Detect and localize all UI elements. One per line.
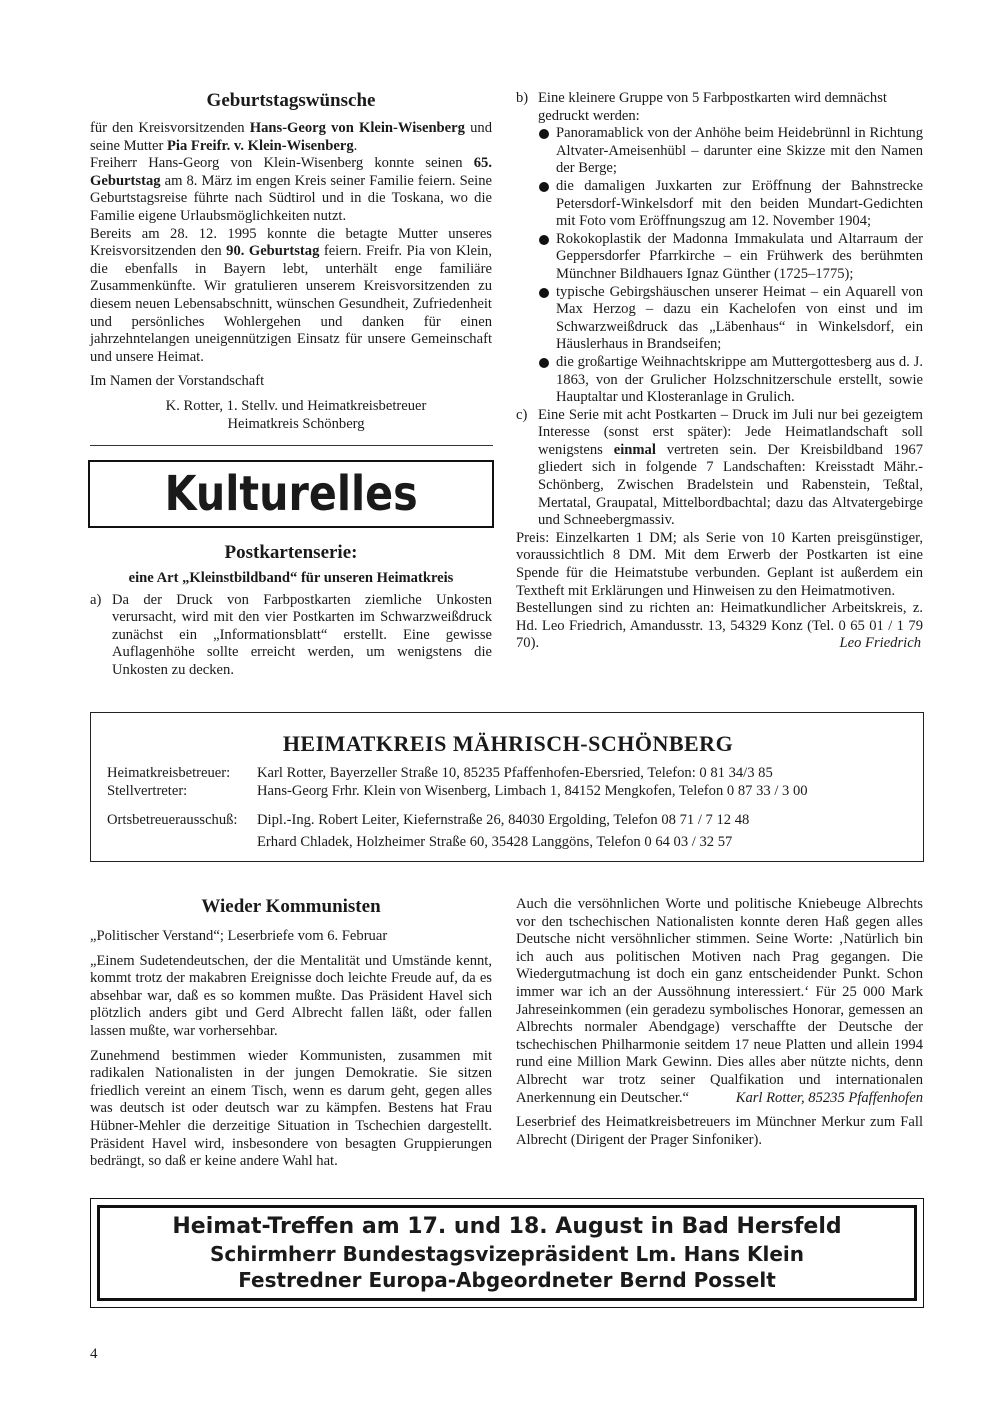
kulturelles-heading: Kulturelles (164, 466, 418, 522)
event-box (97, 1205, 917, 1301)
contact-role: Stellvertreter: (107, 782, 188, 799)
bullet-icon (539, 288, 549, 298)
bullet-icon (539, 182, 549, 192)
contact-details: Erhard Chladek, Holzheimer Straße 60, 35428 Langgöns, Telefon 0 64 03 / 32 57 (257, 833, 733, 850)
postcard-subtitle: eine Art „Kleinstbildband“ für unseren Heimatkreis (128, 570, 454, 586)
postcard-item-b (516, 90, 923, 407)
kommunisten-signature: Karl Rotter, 85235 Pfaffenhofen (735, 1089, 923, 1106)
contact-details: Hans-Georg Frhr. Klein von Wisenberg, Limbach 1, 84152 Mengkofen, Telefon 0 87 33 / 3 00 (257, 782, 808, 799)
contact-row (107, 834, 909, 852)
birthday-paragraph-2: Freiherr Hans-Georg von Klein-Wisenberg konnte seinen 65. Geburtstag am 8. März im engen Kreis seiner Familie feiern. Seine Geburtstagsreise führte nach Südtirol und in die Toskana, wo die Familie eigene Urlaubsmöglichkeiten nutzt. (90, 155, 492, 224)
kommunisten-article-left (90, 896, 492, 1171)
postcard-item-b-text: Eine kleinere Gruppe von 5 Farbpostkarten wird demnächst gedruckt werden: (538, 90, 887, 124)
kommunisten-paragraph-2: Zunehmend bestimmen wieder Kommunisten, zusammen mit radikalen Nationalisten in der jungen Demokratie. Sie sitzen friedlich vereint an einem Tisch, wenn es darum geht, gegen alles was deutsch ist oder deutsch war zu kämpfen. Bestens hat Frau Hübner-Mehler die derzeitige Situation in Tschechien dargestellt. Präsident Havel wird, insbesondere von besagten Gruppierungen bedrängt, so daß er keine andere Wahl hat. (90, 1047, 492, 1170)
kommunisten-paragraph-3: Auch die versöhnlichen Worte und politische Kniebeuge Albrechts vor den tschechischen Nationalisten konnte deren Haß gegen alles Deutsche nicht versöhnlicher stimmen. Seine Worte: ‚Natürlich bin ich auch aus politischen Motiven nach Prag gegangen. Die Wiedergutmachung ist doch ein ganz entscheidender Punkt. Schon immer war ich an der Aussöhnung interessiert.‘ Für 25 000 Mark Jahreseinkommen (ein geradezu symbolisches Honorar, gemessen an Albrechts normaler Abendgage) verschaffte der Deutsche der tschechischen Philharmonie seitdem 17 neue Platten und allein 1994 rund eine Million Mark Gewinn. Dies alles aber nützte nichts, denn Albrecht war trotz seiner Qualfikation und internationalen Anerkennung ein Deutscher.“ (516, 896, 923, 1106)
contact-row (107, 765, 909, 783)
heimatkreis-contact-box (90, 712, 924, 862)
list-item: die damaligen Juxkarten zur Eröffnung der Bahnstrecke Petersdorf-Winkelsdorf mit den beiden Mundart-Gedichten mit Foto vom Eröffnungszug am 12. November 1904; (530, 178, 923, 231)
contact-row (107, 812, 909, 830)
page-number: 4 (90, 1346, 98, 1362)
postcard-author: Leo Friedrich (839, 635, 921, 652)
postcard-article-right (516, 90, 923, 653)
postcard-item-a-text: Da der Druck von Farbpostkarten ziemliche Unkosten verursacht, wird mit den vier Postkarten im Schwarzweißdruck zunächst ein „Informationsblatt“ erstellt. Eine gewisse Auflagenhöhe sollte erreicht werden, um wenigstens die Unkosten zu decken. (112, 591, 492, 678)
birthday-signature-2: Heimatkreis Schönberg (227, 415, 365, 432)
postcard-item-b-label: b) (516, 90, 529, 106)
postcard-item-a-label: a) (90, 591, 102, 608)
event-headline: Heimat-Treffen am 17. und 18. August in Bad Hersfeld (172, 1214, 842, 1239)
postcard-item-c (516, 407, 923, 530)
postcard-title: Postkartenserie: (224, 542, 358, 563)
birthday-paragraph-1: für den Kreisvorsitzenden Hans-Georg von Klein-Wisenberg und seine Mutter Pia Freifr. v. Klein-Wisenberg. (90, 120, 492, 154)
event-speaker: Festredner Europa-Abgeordneter Bernd Posselt (238, 1268, 776, 1292)
kulturelles-banner (88, 460, 494, 528)
birthday-title: Geburtstagswünsche (206, 90, 376, 111)
bullet-icon (539, 235, 549, 245)
kommunisten-paragraph-1: „Einem Sudetendeutschen, der die Mentalität und Umstände kennt, kommt trotz der makabren Ereignisse doch leichte Freude auf, da es absehbar war, daß es so kommen mußte. Das Präsident Havel sich plötzlich anders gibt und Gerd Albrecht fallen läßt, oder fallen lassen mußte, war vorhersehbar. (90, 952, 492, 1039)
postcard-bullet-list (530, 125, 923, 407)
postcard-item-c-label: c) (516, 406, 528, 423)
bullet-icon (539, 129, 549, 139)
birthday-signature-1: K. Rotter, 1. Stellv. und Heimatkreisbetreuer (165, 397, 427, 414)
contact-role: Heimatkreisbetreuer: (107, 765, 231, 781)
postcard-price: Preis: Einzelkarten 1 DM; als Serie von 10 Karten preisgünstiger, voraussichtlich 8 DM. Mit dem Erwerb der Postkarten ist eine Spende für die Heimatstube verbunden. Geplant ist außerdem ein Textheft mit Erklärungen und Hinweisen zu den Heimatmotiven. (516, 529, 923, 599)
kommunisten-intro: „Politischer Verstand“; Leserbriefe vom 6. Februar (90, 928, 388, 944)
contact-row (107, 783, 909, 801)
bullet-icon (539, 358, 549, 368)
event-patron: Schirmherr Bundestagsvizepräsident Lm. Hans Klein (209, 1242, 804, 1266)
list-item: Panoramablick von der Anhöhe beim Heidebrünnl in Richtung Altvater-Ameisenhübl – darunter eine Skizze mit den Namen der Berge; (530, 125, 923, 178)
kommunisten-title: Wieder Kommunisten (201, 896, 381, 917)
birthday-article (90, 90, 492, 433)
postcard-item-c-text: Eine Serie mit acht Postkarten – Druck im Juli nur bei gezeigtem Interesse (sonst erst später): Jede Heimatlandschaft soll wenigstens einmal vertreten sein. Der Kreisbildband 1967 gliedert sich in folgende 7 Landschaften: Kreisstadt Mähr.-Schönberg, Zwischen Bradelstein und Rabenstein, Teßtal, Mertatal, Graupatal, Mittelbordbachtal; dazu das Altvatergebirge und Schneebergmassiv. (538, 406, 923, 529)
postcard-orders: Bestellungen sind zu richten an: Heimatkundlicher Arbeitskreis, z. Hd. Leo Friedrich, Amandusstr. 13, 54329 Konz (Tel. 0 65 01 / 1 79 70). (516, 600, 923, 652)
kommunisten-article-right (516, 896, 923, 1149)
section-divider (90, 445, 493, 446)
heimatkreis-title: HEIMATKREIS MÄHRISCH-SCHÖNBERG (282, 731, 734, 756)
contact-details: Karl Rotter, Bayerzeller Straße 10, 85235 Pfaffenhofen-Ebersried, Telefon: 0 81 34/3 85 (257, 765, 773, 781)
list-item: die großartige Weihnachtskrippe am Muttergottesberg aus d. J. 1863, von der Grulicher Holzschnitzerschule erstellt, sowie Hauptaltar und Klosteranlage in Grulich. (530, 354, 923, 407)
contact-role (107, 834, 257, 852)
birthday-paragraph-3: Bereits am 28. 12. 1995 konnte die betagte Mutter unseres Kreisvorsitzenden den 90. Geburtstag feiern. Freifr. Pia von Klein, die ebenfalls in Bayern lebt, unterhält enge familiäre Zusammenkünfte. Wir gratulieren unserem Kreisvorsitzenden zu diesem neuen Lebensabschnitt, wünschen Gesundheit, Zufriedenheit und persönliches Wohlergehen und danken für einen jahrzehntelangen uneigennützigen Einsatz für unsere Gemeinschaft und unsere Heimat. (90, 225, 492, 365)
birthday-paragraph-4: Im Namen der Vorstandschaft (90, 373, 265, 390)
postcard-article-left (90, 542, 492, 680)
kommunisten-paragraph-4: Leserbrief des Heimatkreisbetreuers im Münchner Merkur zum Fall Albrecht (Dirigent der Prager Sinfoniker). (516, 1114, 923, 1148)
list-item: typische Gebirgshäuschen unserer Heimat – ein Aquarell von Max Herzog – dazu ein Kachelofen von einst und im Schwarzweißdruck das „Läbenhaus“ in Winkelsdorf, ein Häuslerhaus in Brandseifen; (530, 284, 923, 354)
list-item: Rokokoplastik der Madonna Immakulata und Altarraum der Geppersdorfer Pfarrkirche – ein Frühwerk des berühmten Münchner Bildhauers Ignaz Günther (1725–1775); (530, 231, 923, 284)
postcard-item-a (90, 592, 492, 680)
contact-role: Ortsbetreuerausschuß: (107, 812, 238, 829)
contact-details: Dipl.-Ing. Robert Leiter, Kiefernstraße 26, 84030 Ergolding, Telefon 08 71 / 7 12 48 (257, 812, 750, 829)
